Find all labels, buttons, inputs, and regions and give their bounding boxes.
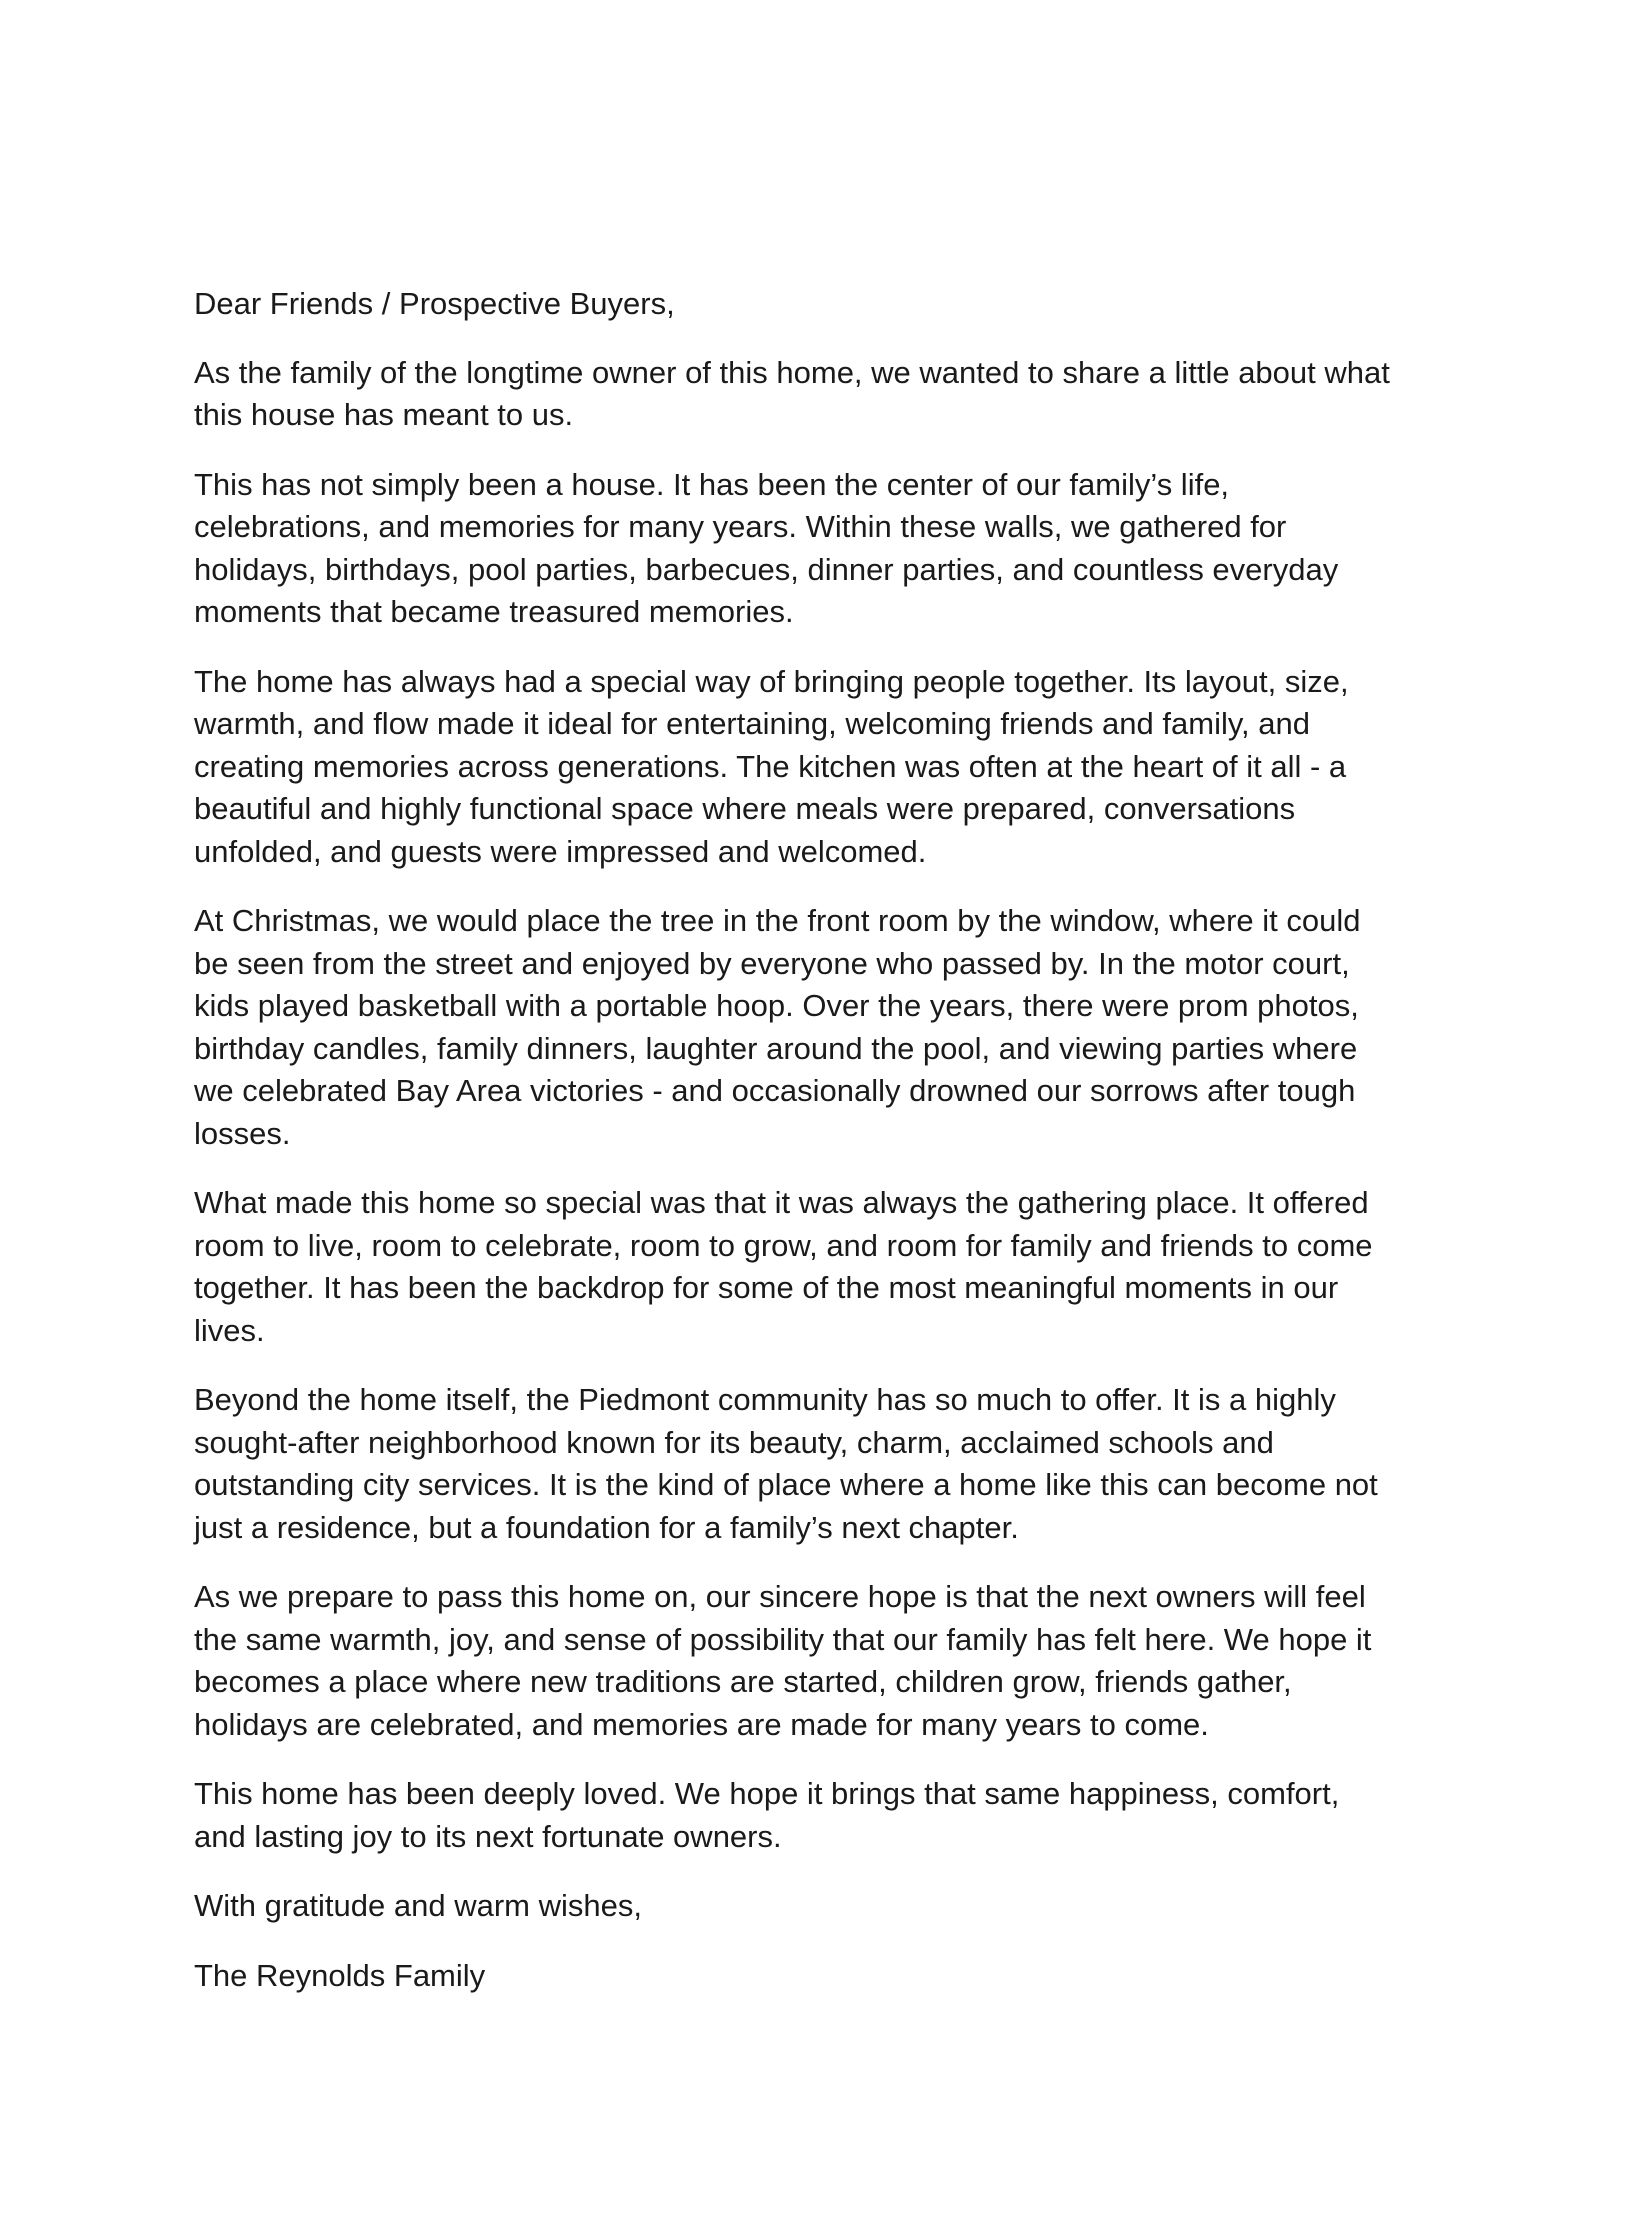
letter-closing: With gratitude and warm wishes, [194, 1888, 642, 1923]
letter-paragraph-christmas: At Christmas, we would place the tree in the front room by the window, where it could be seen from the street and enjoyed by everyone who passed by. In the motor court, kids played basketball with a portable hoop. Over the years, there were prom photos, birthday candles, family dinners, laughter around the pool, and viewing parties where we celebrated Bay Area victories - and occasionally drowned our sorrows after tough losses. [194, 903, 1361, 1151]
letter-paragraph-bringing-together: The home has always had a special way of bringing people together. Its layout, size, warmth, and flow made it ideal for entertaining, welcoming friends and family, and creating memories across generations. The kitchen was often at the heart of it all - a beautiful and highly functional space where meals were prepared, conversations unfolded, and guests were impressed and welcomed. [194, 663, 1349, 869]
letter-paragraph-center-of-life: This has not simply been a house. It has been the center of our family’s life, celebrations, and memories for many years. Within these walls, we gathered for holidays, birthdays, pool parties, barbecues, dinner parties, and countless everyday moments that became treasured memories. [194, 466, 1339, 629]
letter-signature: The Reynolds Family [194, 1957, 486, 1993]
letter-paragraph-hope: As we prepare to pass this home on, our sincere hope is that the next owners will feel the same warmth, joy, and sense of possibility that our family has felt here. We hope it becomes a place where new traditions are started, children grow, friends gather, holidays are celebrated, and memories are made for many years to come. [194, 1579, 1372, 1742]
letter-paragraph-community: Beyond the home itself, the Piedmont community has so much to offer. It is a highly sought-after neighborhood known for its beauty, charm, acclaimed schools and outstanding city services. It is the kind of place where a home like this can become not just a residence, but a foundation for a family’s next chapter. [194, 1382, 1378, 1545]
letter-paragraph-gathering-place: What made this home so special was that it was always the gathering place. It offered room to live, room to celebrate, room to grow, and room for family and friends to come together. It has been the backdrop for some of the most meaningful moments in our lives. [194, 1185, 1373, 1348]
letter-paragraph-deeply-loved: This home has been deeply loved. We hope it brings that same happiness, comfort, and lasting joy to its next fortunate owners. [194, 1776, 1340, 1854]
letter-body [194, 283, 1456, 2024]
letter-greeting: Dear Friends / Prospective Buyers, [194, 286, 675, 321]
letter-paragraph-intro: As the family of the longtime owner of this home, we wanted to share a little about what this house has meant to us. [194, 354, 1390, 432]
